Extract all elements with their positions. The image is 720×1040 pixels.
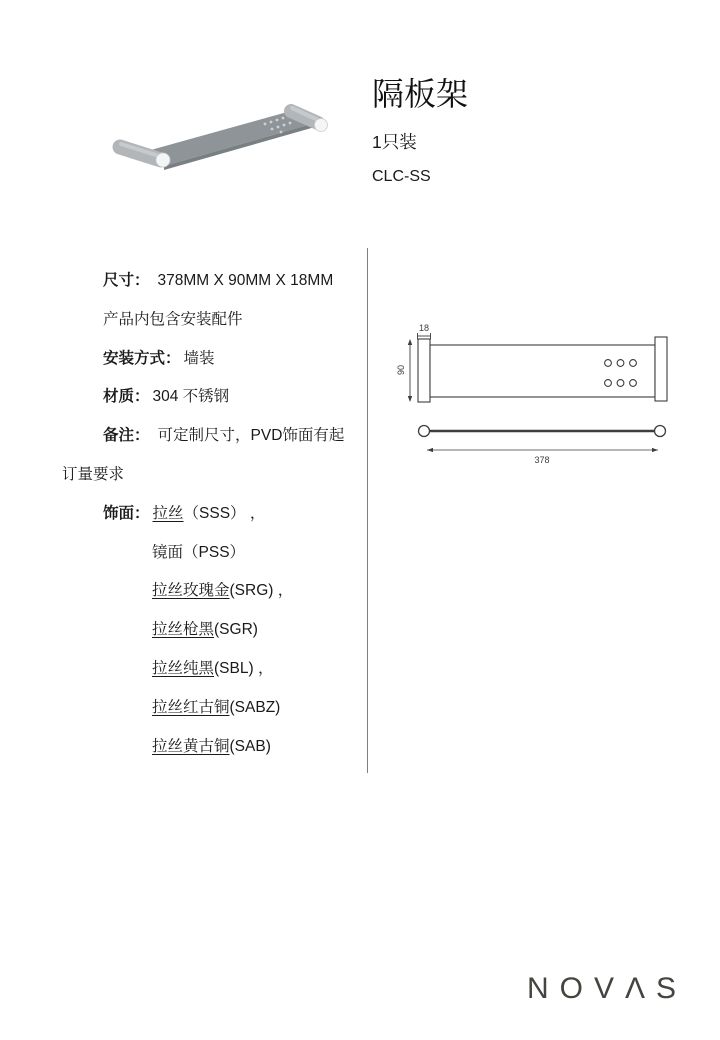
dim-width-label: 378 bbox=[534, 455, 550, 465]
spec-note bbox=[62, 417, 374, 456]
dim-width-arrow-left bbox=[427, 448, 433, 452]
technical-drawing bbox=[396, 318, 680, 470]
finish-name: 拉丝纯黑 bbox=[152, 659, 215, 677]
spec-size bbox=[62, 262, 374, 301]
finish-option bbox=[62, 572, 374, 611]
finish-code: (SAB) bbox=[229, 737, 271, 755]
spec-finish bbox=[62, 495, 374, 534]
finish-suffix: ， bbox=[257, 659, 274, 677]
size-label: 尺寸： bbox=[103, 272, 150, 289]
note-label: 备注： bbox=[103, 427, 150, 445]
left-bracket bbox=[418, 339, 430, 402]
finish-name: 拉丝玫瑰金 bbox=[152, 582, 230, 600]
finish-label: 饰面： bbox=[103, 504, 150, 522]
finish-code: （SSS） bbox=[183, 504, 246, 522]
front-right-post bbox=[655, 426, 666, 437]
left-post-cap bbox=[156, 153, 170, 167]
material-label: 材质： bbox=[103, 388, 150, 406]
model-code: CLC-SS bbox=[372, 168, 431, 185]
finish-code: （PSS） bbox=[183, 543, 246, 561]
dim-depth-label: 18 bbox=[418, 323, 430, 333]
note-value: 可定制尺寸，PVD饰面有起 bbox=[157, 427, 345, 445]
includes-text: 产品内包含安装配件 bbox=[103, 310, 243, 328]
title-block bbox=[372, 76, 468, 186]
spec-material bbox=[62, 378, 374, 417]
finish-code: (SABZ) bbox=[229, 698, 281, 716]
finish-name: 拉丝枪黑 bbox=[152, 621, 215, 639]
page-title: 隔板架 bbox=[372, 75, 469, 113]
dim-height-arrow-top bbox=[408, 339, 412, 345]
product-photo bbox=[95, 85, 340, 185]
mount-label: 安装方式： bbox=[103, 349, 181, 367]
spec-note-wrap bbox=[62, 456, 374, 495]
finish-name: 拉丝红古铜 bbox=[152, 698, 230, 716]
finish-option bbox=[62, 534, 374, 573]
spec-includes bbox=[62, 301, 374, 340]
finish-option bbox=[62, 689, 374, 728]
front-left-post bbox=[419, 426, 430, 437]
finish-code: (SRG) bbox=[229, 582, 274, 600]
finish-name: 拉丝黄古铜 bbox=[152, 737, 230, 755]
right-bracket bbox=[655, 337, 667, 401]
finish-code: (SBL) bbox=[214, 659, 254, 677]
pack-size: 1只装 bbox=[372, 132, 417, 152]
spec-list bbox=[62, 262, 374, 766]
spec-mount bbox=[62, 340, 374, 379]
finish-option bbox=[62, 728, 374, 767]
finish-name: 拉丝 bbox=[152, 504, 184, 522]
note-wrap-text: 订量要求 bbox=[62, 465, 125, 483]
right-post-cap bbox=[315, 119, 328, 132]
shelf-outline bbox=[430, 345, 655, 397]
brand-logo: NOVΛS bbox=[527, 972, 688, 1005]
finish-name: 镜面 bbox=[152, 543, 184, 561]
size-value: 378MM X 90MM X 18MM bbox=[157, 272, 334, 289]
finish-code: (SGR) bbox=[214, 621, 258, 639]
mount-value: 墙装 bbox=[183, 349, 215, 367]
dim-width-arrow-right bbox=[652, 448, 658, 452]
finish-suffix: ， bbox=[277, 582, 294, 600]
material-value: 304 不锈钢 bbox=[152, 388, 230, 406]
finish-option bbox=[62, 650, 374, 689]
dim-height-label: 90 bbox=[396, 364, 406, 376]
dim-height-arrow-bottom bbox=[408, 396, 412, 402]
finish-suffix: ， bbox=[249, 504, 266, 522]
finish-option bbox=[62, 611, 374, 650]
